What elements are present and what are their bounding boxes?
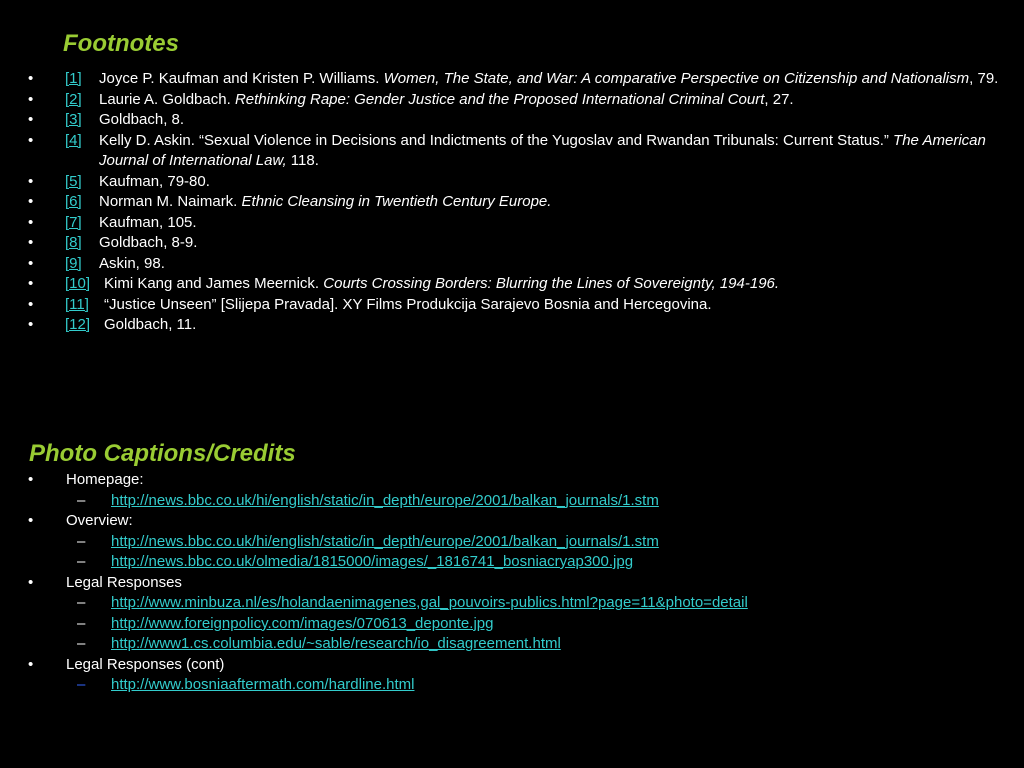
footnote-item: [0, 69, 1024, 90]
footnote-after: , 27.: [764, 90, 794, 108]
photo-credits-heading: Photo Captions/Credits: [29, 440, 296, 467]
footnote-ref-link[interactable]: [5]: [65, 172, 82, 190]
footnote-title: Ethnic Cleansing in Twentieth Century Europe.: [241, 193, 552, 210]
footnote-text: Kimi Kang and James Meernick.: [104, 275, 324, 292]
footnote-item: [0, 172, 1024, 193]
footnote-ref-link[interactable]: [10]: [65, 275, 91, 292]
footnote-item: [0, 110, 1024, 131]
credit-link-item: [66, 593, 1024, 614]
footnote-title: Courts Crossing Borders: Blurring the Lines of Sovereignty, 194-196.: [323, 275, 780, 292]
bullet-icon: •: [28, 275, 34, 292]
footnote-item: [0, 192, 1024, 213]
footnote-item: [0, 274, 1024, 295]
footnote-title: The American Journal of International Law,: [99, 131, 986, 169]
footnote-item: [0, 254, 1024, 275]
credit-group: [0, 655, 1024, 696]
credit-group: [0, 511, 1024, 573]
credit-group-label: Legal Responses (cont): [66, 655, 225, 673]
footnote-text: Goldbach, 8-9.: [99, 234, 198, 251]
credit-link-item: [66, 675, 1024, 696]
credit-links: [66, 675, 1024, 696]
bullet-icon: •: [28, 316, 34, 333]
dash-icon: –: [77, 635, 86, 652]
footnote-text: Kaufman, 105.: [99, 213, 197, 231]
bullet-icon: •: [28, 70, 34, 87]
credit-group: [0, 470, 1024, 511]
footnote-title: Women, The State, and War: A comparative Perspective on Citizenship and Nationalism: [383, 70, 970, 87]
footnote-ref-link[interactable]: [6]: [65, 193, 82, 210]
credit-link-item: [66, 614, 1024, 635]
footnote-text: Askin, 98.: [99, 254, 165, 272]
bullet-icon: •: [28, 573, 34, 591]
bullet-icon: •: [28, 213, 34, 231]
footnote-ref-link[interactable]: [8]: [65, 234, 82, 251]
dash-icon: –: [77, 553, 86, 570]
bullet-icon: •: [28, 234, 34, 251]
dash-icon: –: [77, 532, 86, 550]
credit-link-item: [66, 532, 1024, 553]
footnote-text: Norman M. Naimark.: [99, 193, 242, 210]
bullet-icon: •: [28, 111, 34, 128]
footnotes-heading: Footnotes: [63, 30, 179, 57]
credit-link[interactable]: http://news.bbc.co.uk/olmedia/1815000/images/_1816741_bosniacryap300.jpg: [111, 553, 634, 570]
bullet-icon: •: [28, 655, 34, 673]
credit-link[interactable]: http://news.bbc.co.uk/hi/english/static/in_depth/europe/2001/balkan_journals/1.stm: [111, 491, 659, 509]
credit-link-item: [66, 634, 1024, 655]
dash-icon: –: [77, 491, 86, 509]
credit-link[interactable]: http://www.bosniaaftermath.com/hardline.html: [111, 676, 415, 693]
footnote-ref-link[interactable]: [2]: [65, 90, 82, 108]
credit-group-label: Homepage:: [66, 471, 144, 488]
footnote-title: Rethinking Rape: Gender Justice and the Proposed International Criminal Court: [234, 90, 765, 108]
footnote-ref-link[interactable]: [3]: [65, 111, 82, 128]
credit-group-label: Overview:: [66, 512, 133, 529]
credit-link[interactable]: http://www.foreignpolicy.com/images/070613_deponte.jpg: [111, 614, 494, 632]
credit-link-item: [66, 552, 1024, 573]
credit-link[interactable]: http://www.minbuza.nl/es/holandaenimagenes,gal_pouvoirs-publics.html?page=11&photo=detail: [111, 594, 748, 611]
credit-link[interactable]: http://news.bbc.co.uk/hi/english/static/in_depth/europe/2001/balkan_journals/1.stm: [111, 532, 659, 550]
bullet-icon: •: [28, 471, 34, 488]
bullet-icon: •: [28, 193, 34, 210]
photo-credits-list: [0, 470, 1024, 696]
footnotes-list: [0, 69, 1024, 336]
dash-icon: –: [77, 614, 86, 632]
footnote-after: 118.: [286, 152, 319, 169]
credit-group-label: Legal Responses: [66, 573, 182, 591]
footnote-ref-link[interactable]: [9]: [65, 254, 82, 272]
footnote-text: Joyce P. Kaufman and Kristen P. Williams.: [99, 70, 384, 87]
credit-group: [0, 573, 1024, 655]
footnote-item: [0, 131, 1024, 172]
bullet-icon: •: [28, 512, 34, 529]
footnote-ref-link[interactable]: [12]: [65, 316, 91, 333]
footnote-ref-link[interactable]: [1]: [65, 70, 82, 87]
dash-icon: –: [77, 676, 86, 693]
footnote-item: [0, 295, 1024, 316]
footnote-text: Kaufman, 79-80.: [99, 172, 210, 190]
footnote-after: , 79.: [969, 70, 999, 87]
footnote-text: Goldbach, 8.: [99, 111, 185, 128]
footnote-text: Goldbach, 11.: [104, 316, 197, 333]
credit-links: [66, 491, 1024, 512]
credit-link-item: [66, 491, 1024, 512]
bullet-icon: •: [28, 90, 34, 108]
credit-links: [66, 593, 1024, 655]
bullet-icon: •: [28, 254, 34, 272]
footnote-text: “Justice Unseen” [Slijepa Pravada]. XY Films Produkcija Sarajevo Bosnia and Hercegovina.: [104, 295, 712, 313]
bullet-icon: •: [28, 295, 34, 313]
footnote-item: [0, 213, 1024, 234]
footnote-ref-link[interactable]: [4]: [65, 131, 82, 149]
dash-icon: –: [77, 594, 86, 611]
credit-links: [66, 532, 1024, 573]
bullet-icon: •: [28, 172, 34, 190]
footnote-item: [0, 315, 1024, 336]
footnote-ref-link[interactable]: [7]: [65, 213, 82, 231]
bullet-icon: •: [28, 131, 34, 149]
footnote-ref-link[interactable]: [11]: [65, 295, 89, 313]
footnote-item: [0, 233, 1024, 254]
footnote-text: Laurie A. Goldbach.: [99, 90, 235, 108]
footnote-text: Kelly D. Askin. “Sexual Violence in Decisions and Indictments of the Yugoslav and Rwandan Tribunals: Current Status.”: [99, 131, 894, 149]
credit-link[interactable]: http://www1.cs.columbia.edu/~sable/research/io_disagreement.html: [111, 635, 561, 652]
footnote-item: [0, 90, 1024, 111]
